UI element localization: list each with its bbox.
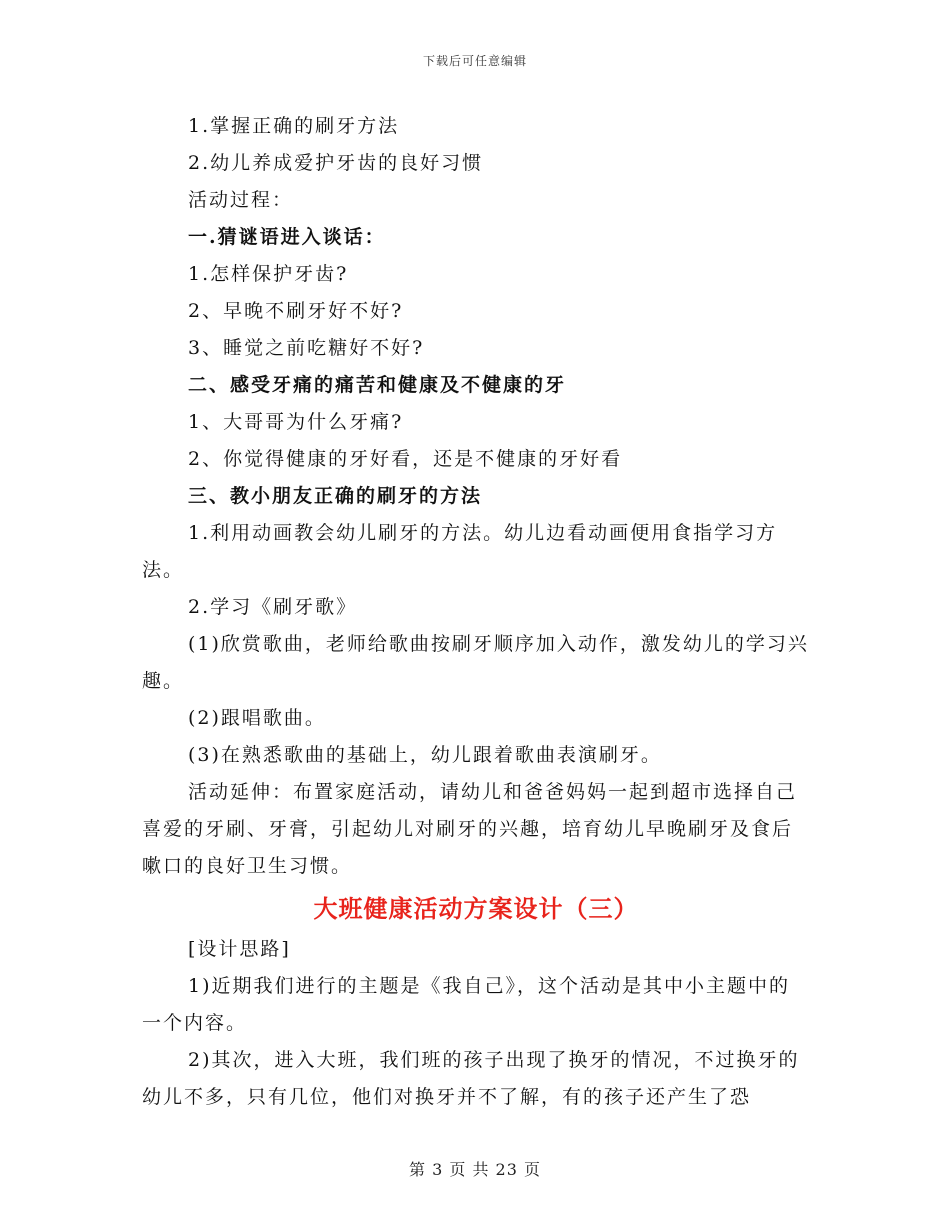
page-header-note: 下载后可任意编辑 [422,54,527,68]
section3-subitem-3: (3)在熟悉歌曲的基础上，幼儿跟着歌曲表演刷牙。 [188,744,662,766]
process-label: 活动过程： [188,189,294,211]
section3-subitem-1: (1)欣赏歌曲，老师给歌曲按刷牙顺序加入动作，激发幼儿的学习兴趣。 [142,633,809,692]
section3-item-2: 2.学习《刷牙歌》 [188,596,358,618]
design-label: [设计思路] [188,938,291,960]
activity-extension: 活动延伸：布置家庭活动，请幼儿和爸爸妈妈一起到超市选择自己喜爱的牙刷、牙膏，引起幼儿对刷牙的兴趣，培育幼儿早晚刷牙及食后嗽口的良好卫生习惯。 [142,781,798,877]
section3-subitem-2: (2)跟唱歌曲。 [188,707,326,729]
section-heading-1: 一.猜谜语进入谈话： [188,226,386,248]
design-paragraph-1: 1)近期我们进行的主题是《我自己》，这个活动是其中小主题中的一个内容。 [142,975,791,1034]
goal-item-1: 1.掌握正确的刷牙方法 [188,115,400,137]
question-item-3: 3、睡觉之前吃糖好不好? [188,337,425,359]
question-item-2: 2、早晚不刷牙好不好? [188,300,404,322]
design-paragraph-2: 2)其次，进入大班，我们班的孩子出现了换牙的情况，不过换牙的幼儿不多，只有几位，他们对换牙并不了解，有的孩子还产生了恐 [142,1049,800,1108]
question-item-1: 1.怎样保护牙齿? [188,263,349,285]
goal-item-2: 2.幼儿养成爱护牙齿的良好习惯 [188,152,484,174]
section2-item-2: 2、你觉得健康的牙好看，还是不健康的牙好看 [188,448,623,470]
section-heading-3: 三、教小朋友正确的刷牙的方法 [188,485,483,507]
section3-item-1: 1.利用动画教会幼儿刷牙的方法。幼儿边看动画便用食指学习方法。 [142,522,778,581]
page-number-footer: 第 3 页 共 23 页 [409,1160,541,1179]
section-title: 大班健康活动方案设计（三） [313,894,639,923]
section2-item-1: 1、大哥哥为什么牙痛? [188,411,404,433]
document-body [142,108,810,1116]
section-heading-2: 二、感受牙痛的痛苦和健康及不健康的牙 [188,374,567,396]
